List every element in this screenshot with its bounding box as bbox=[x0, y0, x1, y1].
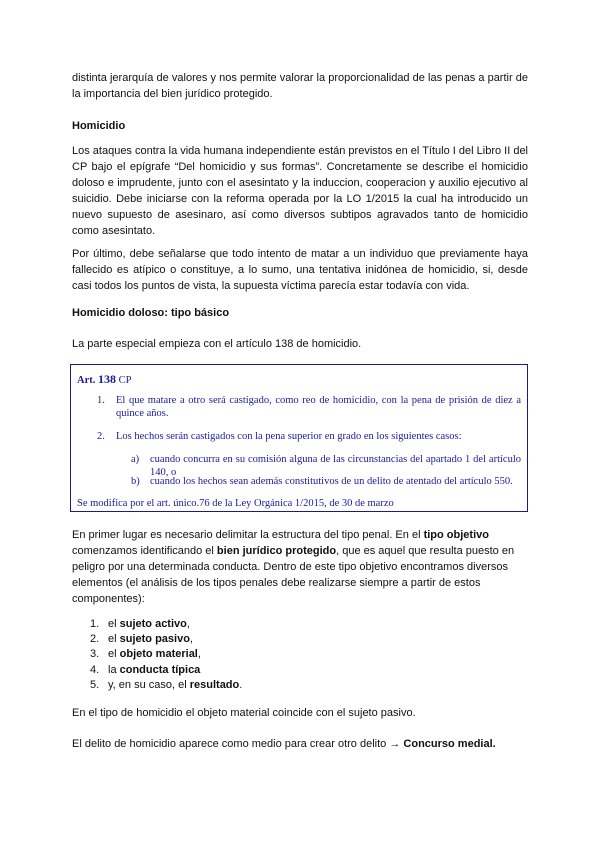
law-art-label: Art. bbox=[77, 375, 96, 386]
primer-bold-tipo-objetivo: tipo objetivo bbox=[423, 529, 489, 541]
law-art-code: CP bbox=[118, 375, 132, 386]
list-item-number: 3. bbox=[90, 648, 100, 661]
delito-text: El delito de homicidio aparece como medio para crear otro delito → bbox=[72, 738, 404, 750]
paragraph-concurso-medial bbox=[72, 736, 528, 752]
law-item-2-marker: 2. bbox=[97, 431, 105, 442]
law-item-1-marker: 1. bbox=[97, 395, 105, 406]
list-item bbox=[72, 662, 201, 677]
list-item-text: el objeto material, bbox=[108, 648, 201, 661]
primer-bold-bien-juridico: bien jurídico protegido bbox=[216, 545, 337, 557]
concurso-medial-bold: Concurso medial. bbox=[403, 738, 496, 750]
list-item-text: el sujeto activo, bbox=[108, 618, 190, 630]
paragraph-parte-especial: La parte especial empieza con el artículo 138 de homicidio. bbox=[72, 338, 362, 350]
primer-text-1: En primer lugar es necesario delimitar la estructura del tipo penal. En el bbox=[72, 529, 424, 541]
list-item-text: la conducta típica bbox=[108, 663, 201, 676]
law-item-1-text: El que matare a otro será castigado, como reo de homicidio, con la pena de prisión de diez a quince años. bbox=[116, 395, 521, 419]
law-article-title bbox=[77, 373, 131, 387]
list-item bbox=[72, 616, 190, 631]
law-article-box bbox=[70, 364, 528, 512]
primer-text-3: , que es aquel que resulta puesto en peligro por una determinada conducta. Dentro de este tipo objetivo encontramos diversos elementos (el análisis de los tipos penales debe realizarse siempre a partir de estos componentes): bbox=[72, 545, 515, 605]
law-sub-a-marker: a) bbox=[131, 454, 140, 465]
list-item-text: el sujeto pasivo, bbox=[108, 633, 193, 646]
elements-list bbox=[72, 616, 243, 692]
list-item-text: y, en su caso, el resultado. bbox=[108, 678, 243, 691]
heading-homicidio: Homicidio bbox=[72, 120, 126, 132]
paragraph-tipo-homicidio: En el tipo de homicidio el objeto material coincide con el sujeto pasivo. bbox=[72, 707, 416, 719]
list-item-number: 1. bbox=[90, 618, 100, 630]
intro-paragraph: distinta jerarquía de valores y nos permite valorar la proporcionalidad de las penas a partir de la importancia del bien jurídico protegido. bbox=[72, 72, 528, 100]
law-sub-b-text: cuando los hechos sean además constitutivos de un delito de atentado del artículo 550. bbox=[150, 476, 513, 487]
list-item-number: 5. bbox=[90, 678, 100, 691]
list-item bbox=[72, 677, 243, 692]
list-item bbox=[72, 631, 193, 646]
paragraph-ultimo: Por último, debe señalarse que todo intento de matar a un individuo que previamente haya fallecido es atípico o constituye, a lo sumo, una tentativa inidónea de homicidio, si, desde casi todos los puntos de vista, la supuesta víctima parecía estar todavía con vida. bbox=[72, 248, 528, 292]
law-footer-note: Se modifica por el art. único.76 de la Ley Orgánica 1/2015, de 30 de marzo bbox=[77, 498, 394, 509]
list-item bbox=[72, 646, 201, 661]
law-item-2-text: Los hechos serán castigados con la pena superior en grado en los siguientes casos: bbox=[116, 431, 462, 442]
paragraph-ataques: Los ataques contra la vida humana independiente están previstos en el Título I del Libro II del CP bajo el epígrafe “Del homicidio y sus formas”. Concretamente se describe el homicidio doloso e imprudente, junto con el asesintato y la induccion, cooperacion y auxilio ejecutivo al suicidio. Debe iniciarse con la reforma operada por la LO 1/2015 la cual ha introducido un nuevo supuesto de asesinaro, así como diversos subtipos agravados tanto de homicidio como asesintato. bbox=[72, 145, 528, 237]
heading-homicidio-doloso: Homicidio doloso: tipo básico bbox=[72, 307, 230, 319]
law-art-number: 138 bbox=[98, 372, 116, 386]
list-item-number: 2. bbox=[90, 633, 100, 646]
primer-text-2: comenzamos identificando el bbox=[72, 545, 217, 557]
list-item-number: 4. bbox=[90, 663, 100, 676]
paragraph-primer-lugar bbox=[72, 527, 528, 607]
law-sub-a-text: cuando concurra en su comisión alguna de las circunstancias del apartado 1 del artículo 140, o bbox=[150, 454, 521, 478]
law-sub-b-marker: b) bbox=[131, 476, 140, 487]
